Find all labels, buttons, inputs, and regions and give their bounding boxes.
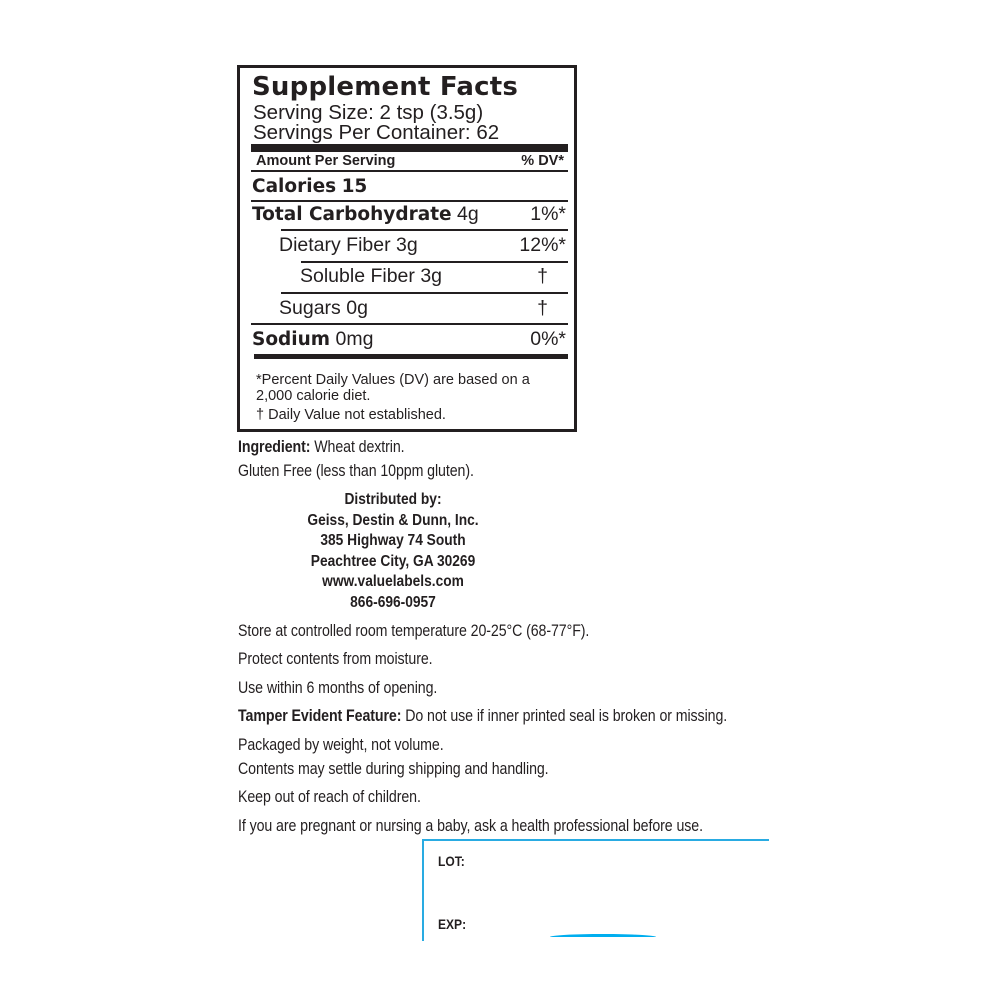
serving-size: Serving Size: 2 tsp (3.5g) <box>253 101 484 124</box>
distributor-address2: Peachtree City, GA 30269 <box>310 552 476 570</box>
distributor-address1: 385 Highway 74 South <box>320 532 466 550</box>
divider <box>281 229 568 231</box>
soluble-fiber-dv: † <box>537 265 548 287</box>
soluble-fiber-row: Soluble Fiber 3g <box>300 265 443 287</box>
supplement-facts-panel <box>237 65 577 432</box>
ingredient-value: Wheat dextrin. <box>310 438 405 456</box>
tamper-text: Do not use if inner printed seal is broken or missing. <box>401 707 728 725</box>
storage-instruction: Store at controlled room temperature 20-25°C (68-77°F). <box>238 622 590 640</box>
distributor-block <box>260 490 527 614</box>
tamper-label: Tamper Evident Feature: <box>238 707 402 725</box>
dv-header: % DV* <box>521 153 564 169</box>
dietary-fiber-dv: 12%* <box>519 234 566 256</box>
sugars-row: Sugars 0g <box>279 297 368 319</box>
lot-label: LOT: <box>438 853 465 869</box>
lot-exp-box <box>422 839 769 941</box>
thick-divider <box>254 354 568 359</box>
distributor-label: Distributed by: <box>344 491 442 508</box>
thick-divider <box>251 144 568 152</box>
distributor-name: Geiss, Destin & Dunn, Inc. <box>307 511 479 529</box>
keep-out-of-reach: Keep out of reach of children. <box>238 788 421 806</box>
divider <box>251 200 568 202</box>
divider <box>281 292 568 294</box>
calories-row: Calories 15 <box>252 176 368 197</box>
sodium-row: Sodium 0mg <box>252 328 374 350</box>
divider <box>251 170 568 172</box>
ingredient-label: Ingredient: <box>238 438 311 456</box>
distributor-website: www.valuelabels.com <box>322 573 464 591</box>
pregnancy-warning: If you are pregnant or nursing a baby, ask a health professional before use. <box>238 817 703 835</box>
dietary-fiber-row: Dietary Fiber 3g <box>279 234 418 256</box>
total-carbohydrate-row: Total Carbohydrate 4g <box>252 203 479 225</box>
blue-accent-mark <box>550 934 656 937</box>
use-within-instruction: Use within 6 months of opening. <box>238 679 438 697</box>
sodium-dv: 0%* <box>530 328 566 350</box>
exp-label: EXP: <box>438 916 467 932</box>
divider <box>251 323 568 325</box>
servings-per-container: Servings Per Container: 62 <box>253 121 500 144</box>
facts-title: Supplement Facts <box>252 72 519 102</box>
gluten-free-line: Gluten Free (less than 10ppm gluten). <box>238 462 474 480</box>
total-carbohydrate-dv: 1%* <box>530 203 566 225</box>
moisture-instruction: Protect contents from moisture. <box>238 650 433 668</box>
distributor-phone: 866-696-0957 <box>350 593 436 611</box>
dv-footnote-line2: 2,000 calorie diet. <box>256 388 371 404</box>
dagger-footnote: † Daily Value not established. <box>256 407 446 423</box>
ingredient-line <box>238 438 405 457</box>
divider <box>301 261 568 263</box>
sugars-dv: † <box>537 297 548 319</box>
dv-footnote-line1: *Percent Daily Values (DV) are based on a <box>256 372 530 388</box>
tamper-evident-line <box>238 707 727 726</box>
packaged-by-weight: Packaged by weight, not volume. <box>238 736 444 754</box>
contents-settle: Contents may settle during shipping and handling. <box>238 760 549 778</box>
amount-per-serving-header: Amount Per Serving <box>256 153 396 169</box>
